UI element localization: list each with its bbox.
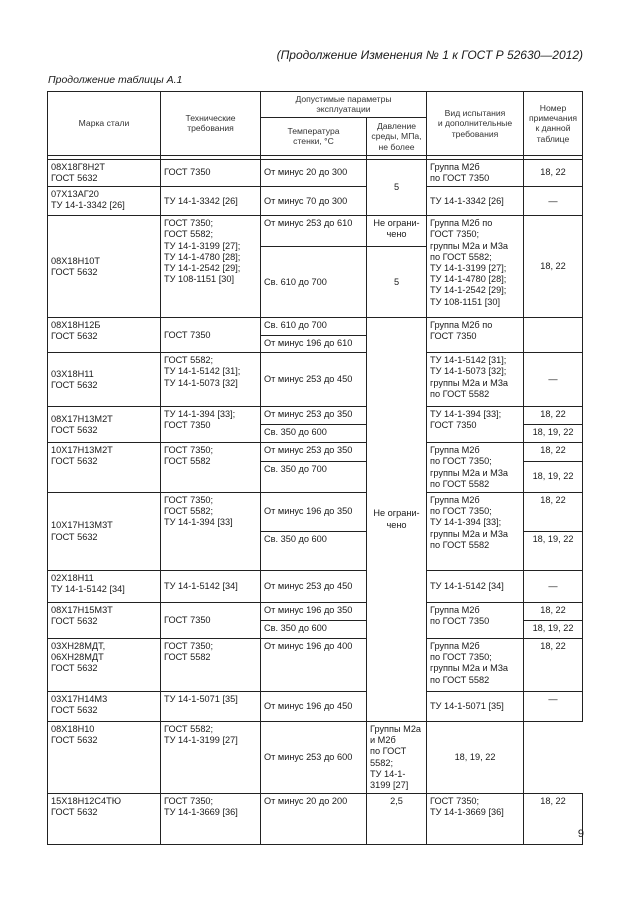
test-type: ТУ 14-1-394 [33]; ГОСТ 7350 — [427, 407, 524, 443]
tech-req: ГОСТ 7350; ГОСТ 5582 — [161, 443, 261, 493]
col-header-params: Допустимые параметры эксплуатации — [261, 92, 427, 118]
test-type: Группа М2б по ГОСТ 7350; группы М2а и М3а по ГОСТ 5582 — [427, 443, 524, 493]
steel-grade: 08Х18Г8Н2Т ГОСТ 5632 — [48, 159, 161, 186]
note: — — [524, 187, 583, 216]
note: — — [524, 692, 583, 722]
pressure: 5 — [367, 247, 427, 318]
steel-grade: 03Х18Н11 ГОСТ 5632 — [48, 353, 161, 407]
tech-req: ТУ 14-1-394 [33]; ГОСТ 7350 — [161, 407, 261, 443]
note — [524, 318, 583, 353]
note: 18, 19, 22 — [524, 532, 583, 571]
test-type: Группы М2а и М2б по ГОСТ 5582; ТУ 14-1-3199 [27] — [367, 722, 427, 794]
table-row — [48, 493, 583, 532]
tech-req: ГОСТ 7350 — [161, 603, 261, 639]
pressure-unlimited: Не ограни- чено — [367, 318, 427, 722]
table-row — [48, 692, 583, 722]
note: 18, 22 — [524, 794, 583, 845]
tech-req: ТУ 14-1-5071 [35] — [161, 692, 261, 722]
col-header-temp: Температура стенки, °С — [261, 117, 367, 155]
steel-grade: 10Х17Н13М3Т ГОСТ 5632 — [48, 493, 161, 571]
temperature: От минус 253 до 350 — [261, 443, 367, 461]
temperature: От минус 20 до 200 — [261, 794, 367, 845]
note: — — [524, 571, 583, 603]
test-type: ТУ 14-1-5071 [35] — [427, 692, 524, 722]
table-row — [48, 794, 583, 845]
pressure: Не ограни- чено — [367, 216, 427, 247]
test-type: Группа М2б по ГОСТ 7350; группы М2а и М3а по ГОСТ 5582 — [427, 639, 524, 692]
tech-req: ГОСТ 7350; ТУ 14-1-3669 [36] — [161, 794, 261, 845]
steel-grade: 08Х18Н10Т ГОСТ 5632 — [48, 216, 161, 318]
note: 18, 22 — [524, 407, 583, 425]
steel-grade: 08Х17Н13М2Т ГОСТ 5632 — [48, 407, 161, 443]
temperature: От минус 253 до 600 — [261, 722, 367, 794]
test-type: ТУ 14-1-5142 [31]; ТУ 14-1-5073 [32]; группы М2а и М3а по ГОСТ 5582 — [427, 353, 524, 407]
note: 18, 22 — [524, 493, 583, 532]
note: 18, 19, 22 — [427, 722, 524, 794]
temperature: От минус 20 до 300 — [261, 159, 367, 186]
note: 18, 22 — [524, 603, 583, 621]
tech-req: ГОСТ 7350 — [161, 159, 261, 186]
note: 18, 19, 22 — [524, 461, 583, 493]
steel-grade: 10Х17Н13М2Т ГОСТ 5632 — [48, 443, 161, 493]
temperature: Св. 350 до 600 — [261, 532, 367, 571]
temperature: Св. 610 до 700 — [261, 318, 367, 336]
temperature: От минус 196 до 400 — [261, 639, 367, 692]
pressure: 2,5 — [367, 794, 427, 845]
temperature: Св. 350 до 600 — [261, 621, 367, 639]
col-header-steel: Марка стали — [48, 92, 161, 156]
note: 18, 22 — [524, 443, 583, 461]
temperature: Св. 610 до 700 — [261, 247, 367, 318]
steel-table — [47, 91, 583, 845]
steel-grade: 15Х18Н12С4ТЮ ГОСТ 5632 — [48, 794, 161, 845]
temperature: От минус 253 до 350 — [261, 407, 367, 425]
col-header-test: Вид испытания и дополнительные требования — [427, 92, 524, 156]
test-type: Группа М2б по ГОСТ 7350; ТУ 14-1-394 [33]; группы М2а и М3а по ГОСТ 5582 — [427, 493, 524, 571]
table-row — [48, 353, 583, 407]
page-number: 9 — [577, 828, 584, 840]
tech-req: ТУ 14-1-3342 [26] — [161, 187, 261, 216]
note: 18, 22 — [524, 639, 583, 692]
temperature: Св. 350 до 600 — [261, 425, 367, 443]
note: 18, 22 — [524, 159, 583, 186]
table-row — [48, 407, 583, 425]
table-row — [48, 603, 583, 621]
temperature: От минус 70 до 300 — [261, 187, 367, 216]
tech-req: ГОСТ 5582; ТУ 14-1-5142 [31]; ТУ 14-1-5073 [32] — [161, 353, 261, 407]
tech-req: ГОСТ 7350; ГОСТ 5582 — [161, 639, 261, 692]
pressure: 5 — [367, 159, 427, 215]
table-row — [48, 571, 583, 603]
temperature: От минус 196 до 350 — [261, 493, 367, 532]
test-type: Группа М2б по ГОСТ 7350 — [427, 159, 524, 186]
temperature: От минус 253 до 450 — [261, 571, 367, 603]
note: 18, 22 — [524, 216, 583, 318]
tech-req: ГОСТ 7350; ГОСТ 5582; ТУ 14-1-3199 [27]; ТУ 14-1-4780 [28]; ТУ 14-1-2542 [29]; ТУ 108-1151 [30] — [161, 216, 261, 318]
test-type: ГОСТ 7350; ТУ 14-1-3669 [36] — [427, 794, 524, 845]
table-row — [48, 639, 583, 692]
test-type: Группа М2б по ГОСТ 7350 — [427, 318, 524, 353]
test-type: Группа М2б по ГОСТ 7350; группы М2а и М3а по ГОСТ 5582; ТУ 14-1-3199 [27]; ТУ 14-1-4780 [28]; ТУ 14-1-2542 [29]; ТУ 108-1151 [30] — [427, 216, 524, 318]
temperature: Св. 350 до 700 — [261, 461, 367, 493]
document-header: (Продолжение Изменения № 1 к ГОСТ Р 52630—2012) — [276, 48, 583, 62]
table-continuation-caption: Продолжение таблицы А.1 — [48, 74, 183, 86]
note: 18, 19, 22 — [524, 425, 583, 443]
table-row — [48, 187, 583, 216]
temperature: От минус 253 до 610 — [261, 216, 367, 247]
test-type: Группа М2б по ГОСТ 7350 — [427, 603, 524, 639]
col-header-tech: Технические требования — [161, 92, 261, 156]
test-type: ТУ 14-1-5142 [34] — [427, 571, 524, 603]
temperature: От минус 196 до 350 — [261, 603, 367, 621]
tech-req: ГОСТ 7350; ГОСТ 5582; ТУ 14-1-394 [33] — [161, 493, 261, 571]
temperature: От минус 196 до 450 — [261, 692, 367, 722]
steel-grade: 08Х18Н10 ГОСТ 5632 — [48, 722, 161, 794]
steel-grade: 08Х17Н15М3Т ГОСТ 5632 — [48, 603, 161, 639]
note: — — [524, 353, 583, 407]
col-header-press: Давление среды, МПа, не более — [367, 117, 427, 155]
steel-grade: 03ХН28МДТ, 06ХН28МДТ ГОСТ 5632 — [48, 639, 161, 692]
temperature: От минус 253 до 450 — [261, 353, 367, 407]
table-row — [48, 318, 583, 336]
steel-grade: 07Х13АГ20 ТУ 14-1-3342 [26] — [48, 187, 161, 216]
steel-grade: 03Х17Н14М3 ГОСТ 5632 — [48, 692, 161, 722]
table-row — [48, 443, 583, 461]
tech-req: ГОСТ 7350 — [161, 318, 261, 353]
steel-grade: 08Х18Н12Б ГОСТ 5632 — [48, 318, 161, 353]
table-row — [48, 216, 583, 247]
tech-req: ГОСТ 5582; ТУ 14-1-3199 [27] — [161, 722, 261, 794]
test-type: ТУ 14-1-3342 [26] — [427, 187, 524, 216]
steel-grade: 02Х18Н11 ТУ 14-1-5142 [34] — [48, 571, 161, 603]
table-row — [48, 159, 583, 186]
col-header-note: Номер примечания к данной таблице — [524, 92, 583, 156]
table-row — [48, 722, 583, 794]
temperature: От минус 196 до 610 — [261, 336, 367, 353]
note: 18, 19, 22 — [524, 621, 583, 639]
tech-req: ТУ 14-1-5142 [34] — [161, 571, 261, 603]
